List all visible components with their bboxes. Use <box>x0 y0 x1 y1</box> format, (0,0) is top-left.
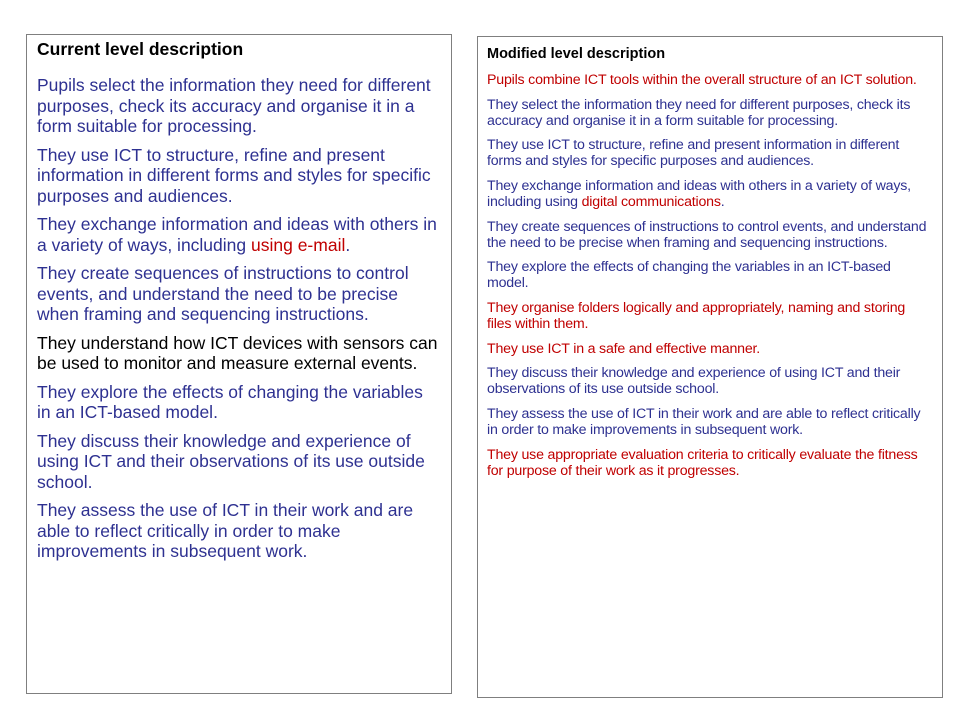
paragraph-text-segment: They use ICT in a safe and effective manner. <box>487 340 761 357</box>
modified-paragraph <box>487 72 932 88</box>
paragraph-text-segment: They use ICT to structure, refine and present information in different forms and styles for specific purposes and audiences. <box>487 137 900 170</box>
paragraph-text-segment: They explore the effects of changing the variables in an ICT-based model. <box>37 381 423 422</box>
current-paragraph <box>37 75 441 137</box>
paragraph-text-segment: They use ICT to structure, refine and present information in different forms and styles for specific purposes and audiences. <box>37 144 431 206</box>
paragraph-text-segment: They create sequences of instructions to control events, and understand the need to be precise when framing and sequencing instructions. <box>487 218 927 251</box>
modified-paragraph <box>487 341 932 357</box>
paragraph-text-segment: They organise folders logically and appropriately, naming and storing files within them. <box>487 300 906 333</box>
paragraph-text-segment: Pupils select the information they need for different purposes, check its accuracy and organise it in a form suitable for processing. <box>37 75 431 136</box>
paragraph-text-segment: They assess the use of ICT in their work and are able to reflect critically in order to make improvements in subsequent work. <box>487 406 921 439</box>
modified-paragraph <box>487 137 932 169</box>
paragraph-text-segment: They understand how ICT devices with sensors can be used to monitor and measure external events. <box>37 332 438 373</box>
paragraph-text-segment: digital communications <box>581 194 721 211</box>
current-paragraph <box>37 500 441 562</box>
paragraph-text-segment: They assess the use of ICT in their work and are able to reflect critically in order to make improvements in subsequent work. <box>37 500 414 561</box>
current-paragraph <box>37 431 441 493</box>
modified-paragraph <box>487 219 932 251</box>
paragraph-text-segment: They discuss their knowledge and experience of using ICT and their observations of its use outside school. <box>37 430 425 492</box>
modified-level-panel <box>477 36 943 698</box>
paragraph-text-segment: They discuss their knowledge and experience of using ICT and their observations of its use outside school. <box>487 365 901 398</box>
paragraph-text-segment: They use appropriate evaluation criteria to critically evaluate the fitness for purpose of their work as it progresses. <box>487 446 918 479</box>
modified-paragraph <box>487 259 932 291</box>
current-level-title: Current level description <box>37 39 244 59</box>
current-paragraph <box>37 145 441 207</box>
paragraph-text-segment: They explore the effects of changing the variables in an ICT-based model. <box>487 259 891 292</box>
modified-level-body <box>487 72 932 479</box>
current-level-panel <box>26 34 452 694</box>
paragraph-text-segment: They exchange information and ideas with others in a variety of ways, including <box>37 214 437 255</box>
modified-paragraph <box>487 406 932 438</box>
modified-paragraph <box>487 97 932 129</box>
current-paragraph <box>37 333 441 374</box>
paragraph-text-segment: They create sequences of instructions to control events, and understand the need to be precise when framing and sequencing instructions. <box>37 263 409 324</box>
modified-level-title: Modified level description <box>487 46 666 62</box>
modified-paragraph <box>487 300 932 332</box>
paragraph-text-segment: They exchange information and ideas with others in a variety of ways, including using <box>487 177 911 211</box>
paragraph-text-segment: . <box>345 234 351 255</box>
paragraph-text-segment: using e-mail <box>251 234 346 255</box>
current-paragraph <box>37 263 441 325</box>
paragraph-text-segment: . <box>720 194 725 211</box>
paragraph-text-segment: Pupils combine ICT tools within the overall structure of an ICT solution. <box>487 72 917 88</box>
modified-paragraph <box>487 365 932 397</box>
modified-paragraph <box>487 447 932 479</box>
modified-paragraph <box>487 178 932 210</box>
current-level-body <box>37 75 441 562</box>
paragraph-text-segment: They select the information they need for different purposes, check its accuracy and organise it in a form suitable for processing. <box>487 96 911 129</box>
current-paragraph <box>37 214 441 255</box>
current-paragraph <box>37 382 441 423</box>
